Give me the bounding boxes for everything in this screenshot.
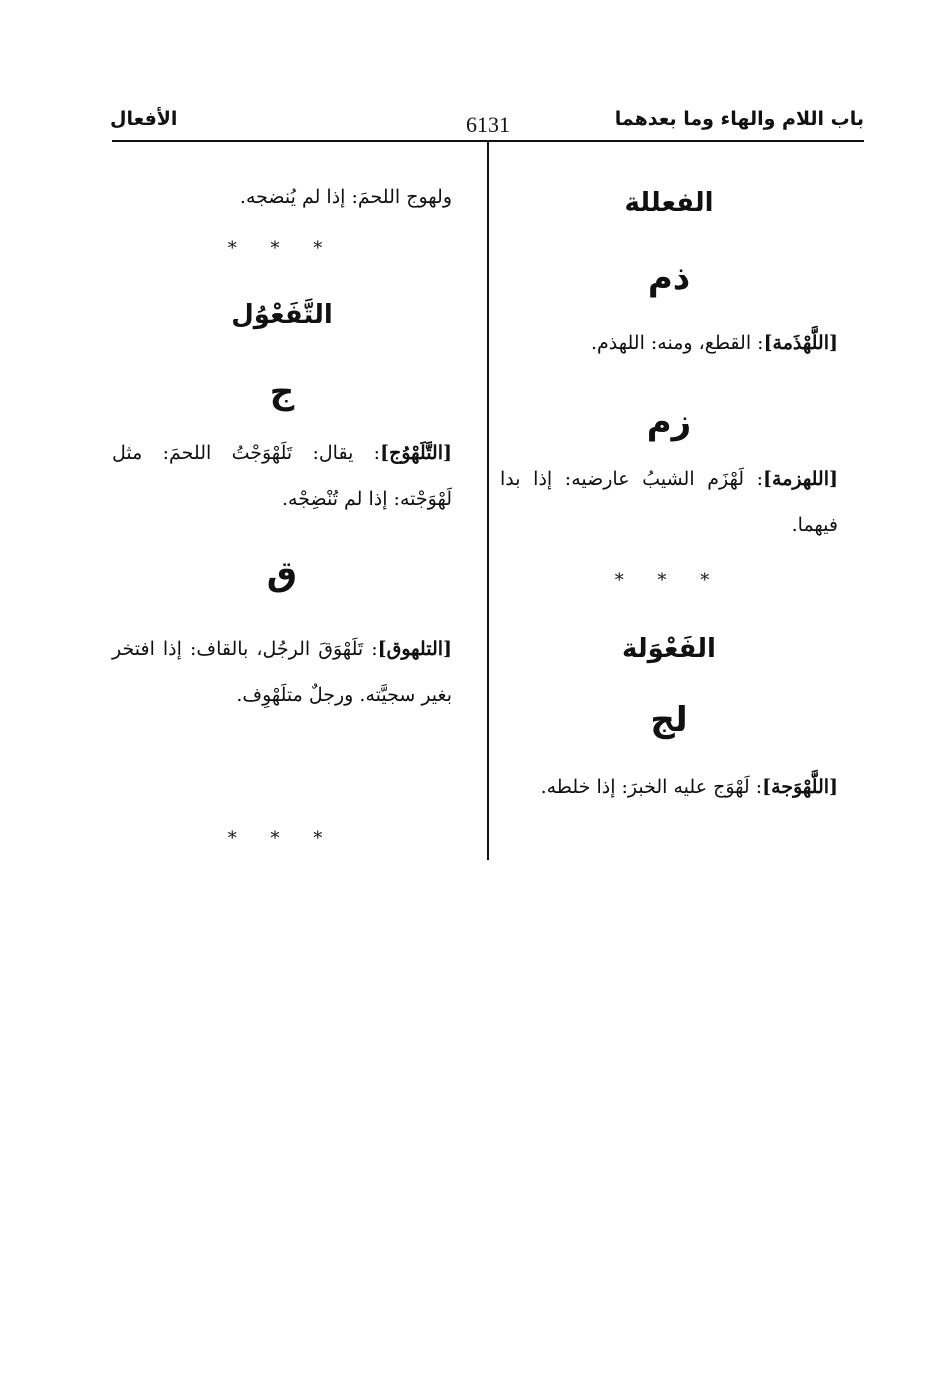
entry-headword: [اللَّهْوَجة] xyxy=(762,776,838,798)
column-divider xyxy=(487,142,489,860)
section-separator: * * * xyxy=(227,238,337,259)
section-heading: الفَعْوَلة xyxy=(622,634,716,664)
entry-text: : لَهْزَم الشيبُ عارضيه: إذا بدا فيهما. xyxy=(500,468,838,536)
header-chapter-title: باب اللام والهاء وما بعدهما xyxy=(614,108,864,130)
entry-headword: [اللهزمة] xyxy=(763,468,838,490)
entry-text: : يقال: تَلَهْوَجْتُ اللحمَ: مثل لَهْوَجْته: إذا لم تُنْضِجْه. xyxy=(112,442,452,510)
entry-paragraph xyxy=(112,430,452,522)
entry-paragraph: ولهوج اللحمَ: إذا لم يُنضجه. xyxy=(239,186,452,208)
root-heading: زم xyxy=(646,402,692,442)
entry-paragraph xyxy=(500,320,838,366)
entry-text: : القطع، ومنه: اللهذم. xyxy=(590,332,764,354)
entry-headword: [اللَّهْذَمة] xyxy=(763,332,838,354)
page-header xyxy=(110,108,864,140)
root-heading: ق xyxy=(266,554,298,594)
section-separator: * * * xyxy=(227,828,337,849)
entry-paragraph xyxy=(500,764,838,810)
section-separator: * * * xyxy=(614,570,724,591)
header-section-title: الأفعال xyxy=(110,108,178,130)
entry-text: : تَلَهْوَقَ الرجُل، بالقاف: إذا افتخر بغير سجيَّته. ورجلٌ متلَهْوِف. xyxy=(112,638,452,706)
entry-headword: [التَّلَهْوُج] xyxy=(380,442,452,464)
entry-text: : لَهْوَج عليه الخبرَ: إذا خلطه. xyxy=(540,776,763,798)
root-heading: لج xyxy=(650,700,688,740)
section-heading: الفعللة xyxy=(624,188,714,218)
root-heading: ذم xyxy=(647,258,691,298)
root-heading: ج xyxy=(269,372,295,412)
entry-paragraph xyxy=(112,626,452,718)
entry-paragraph xyxy=(500,456,838,548)
section-heading: التَّفَعْوُل xyxy=(231,300,333,330)
entry-headword: [التلهوق] xyxy=(377,638,452,660)
page-number: 6131 xyxy=(466,112,510,137)
